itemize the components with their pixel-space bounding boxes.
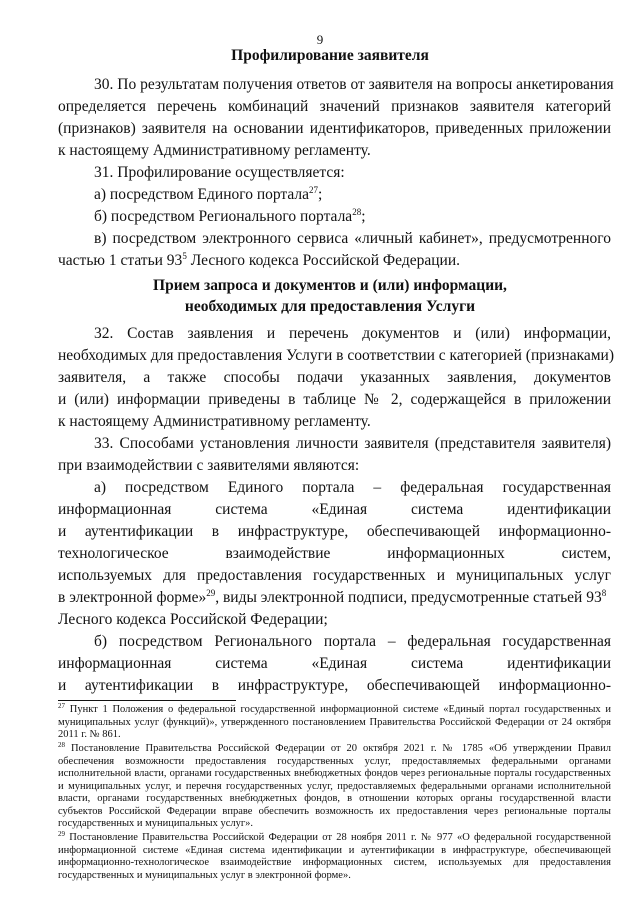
paragraph-33-item-a-line-3: и аутентификации в инфраструктуре, обеспечивающей информационно-: [58, 523, 611, 540]
paragraph-30-line-4: к настоящему Административному регламенту.: [58, 142, 371, 159]
paragraph-33-item-a-line-4: технологическое взаимодействие информационных систем,: [58, 545, 611, 562]
paragraph-31-item-c-line-1: в) посредством электронного сервиса «личный кабинет», предусмотренного: [94, 230, 611, 247]
footnote-ref-27: 27: [309, 185, 319, 195]
paragraph-31-item-c-line-2: частью 1 статьи $93^5$ Лесного кодекса Российской Федерации.: [58, 251, 460, 269]
section-heading-request-line-1: Прием запроса и документов и (или) информации,: [153, 277, 507, 294]
paragraph-32-line-2: необходимых для предоставления Услуги в соответствии с категорией (признаками): [58, 347, 615, 364]
paragraph-30-line-3: (признаков) заявителя на основании идентификаторов, приведенных приложении: [58, 120, 611, 137]
paragraph-32-line-1: 32. Состав заявления и перечень документов и (или) информации,: [94, 325, 611, 342]
paragraph-30-line-1: 30. По результатам получения ответов от заявителя на вопросы анкетирования: [94, 76, 614, 93]
paragraph-33-item-a-line-6: в электронной форме»$^{29}$, виды электронной подписи, предусмотренные статьей $93^8$: [58, 588, 607, 606]
paragraph-33-item-b-line-3-spacer: и аутентификации в инфраструктуре, обеспечивающей информационно-: [58, 677, 611, 694]
footnote-ref-28: 28: [352, 207, 362, 217]
paragraph-31-line-1: 31. Профилирование осуществляется:: [94, 164, 345, 181]
paragraph-31-item-b: б) посредством Регионального портала$^{28}$;: [94, 207, 366, 225]
paragraph-31-item-a: а) посредством Единого портала$^{27}$;: [94, 185, 323, 203]
section-heading-request-line-2: необходимых для предоставления Услуги: [184, 298, 476, 315]
section-heading-profiling: Профилирование заявителя: [231, 47, 429, 64]
page-number: 9: [316, 32, 324, 47]
paragraph-33-item-b-line-2: информационная система «Единая система идентификации: [58, 655, 611, 672]
paragraph-33-line-1: 33. Способами установления личности заявителя (представителя заявителя): [94, 435, 611, 452]
paragraph-32-line-5: к настоящему Административному регламенту.: [58, 413, 371, 430]
paragraph-33-item-a-line-1: а) посредством Единого портала – федеральная государственная: [94, 479, 611, 496]
paragraph-33-item-a-line-2: информационная система «Единая система идентификации: [58, 501, 611, 518]
paragraph-33-item-a-line-7: Лесного кодекса Российской Федерации;: [58, 611, 328, 628]
paragraph-33-item-a-line-5: используемых для предоставления государственных и муниципальных услуг: [58, 567, 611, 584]
footnote-28: $^{28}$ Постановление Правительства Российской Федерации от 20 октября 2021 г. № 1785 «Об утверждении Правил обеспечения возможности предоставления государственных услуг, предоставляемых федеральными органами исполнительной власти, органами государственных внебюджетных фондов через региональные порталы государственных и муниципальных услуг, и перечня государственных услуг, предоставляемых федеральными органами исполнительной власти, органами государственных внебюджетных фондов, в отношении которых органы государственной власти субъектов Российской Федерации вправе обеспечить возможность их предоставления через региональные порталы государственных и муниципальных услуг».: [58, 741, 611, 829]
paragraph-32-line-3: заявителя, а также способы подачи указанных заявления, документов: [58, 369, 611, 386]
paragraph-30-line-2: определяется перечень комбинаций значений признаков заявителя категорий: [58, 98, 611, 115]
paragraph-33-item-b-line-1: б) посредством Регионального портала – федеральная государственная: [94, 633, 611, 650]
paragraph-32-line-4: и (или) информации приведены в таблице № 2, содержащейся в приложении: [58, 391, 611, 408]
footnote-separator: [58, 700, 236, 701]
footnote-27: $^{27}$ Пункт 1 Положения о федеральной государственной информационной системе «Единый портал государственных и муниципальных услуг (функций)», утвержденного постановлением Правительства Российской Федерации от 24 октября 2011 г. № 861.: [58, 702, 611, 740]
paragraph-33-line-2: при взаимодействии с заявителями являются:: [58, 457, 360, 474]
footnote-ref-29: 29: [206, 588, 216, 598]
footnote-29: $^{29}$ Постановление Правительства Российской Федерации от 28 ноября 2011 г. № 977 «О федеральной государственной информационной системе «Единая система идентификации и аутентификации в инфраструктуре, обеспечивающей информационно-технологическое взаимодействие информационных систем, используемых для предоставления государственных и муниципальных услуг в электронной форме».: [58, 830, 611, 881]
